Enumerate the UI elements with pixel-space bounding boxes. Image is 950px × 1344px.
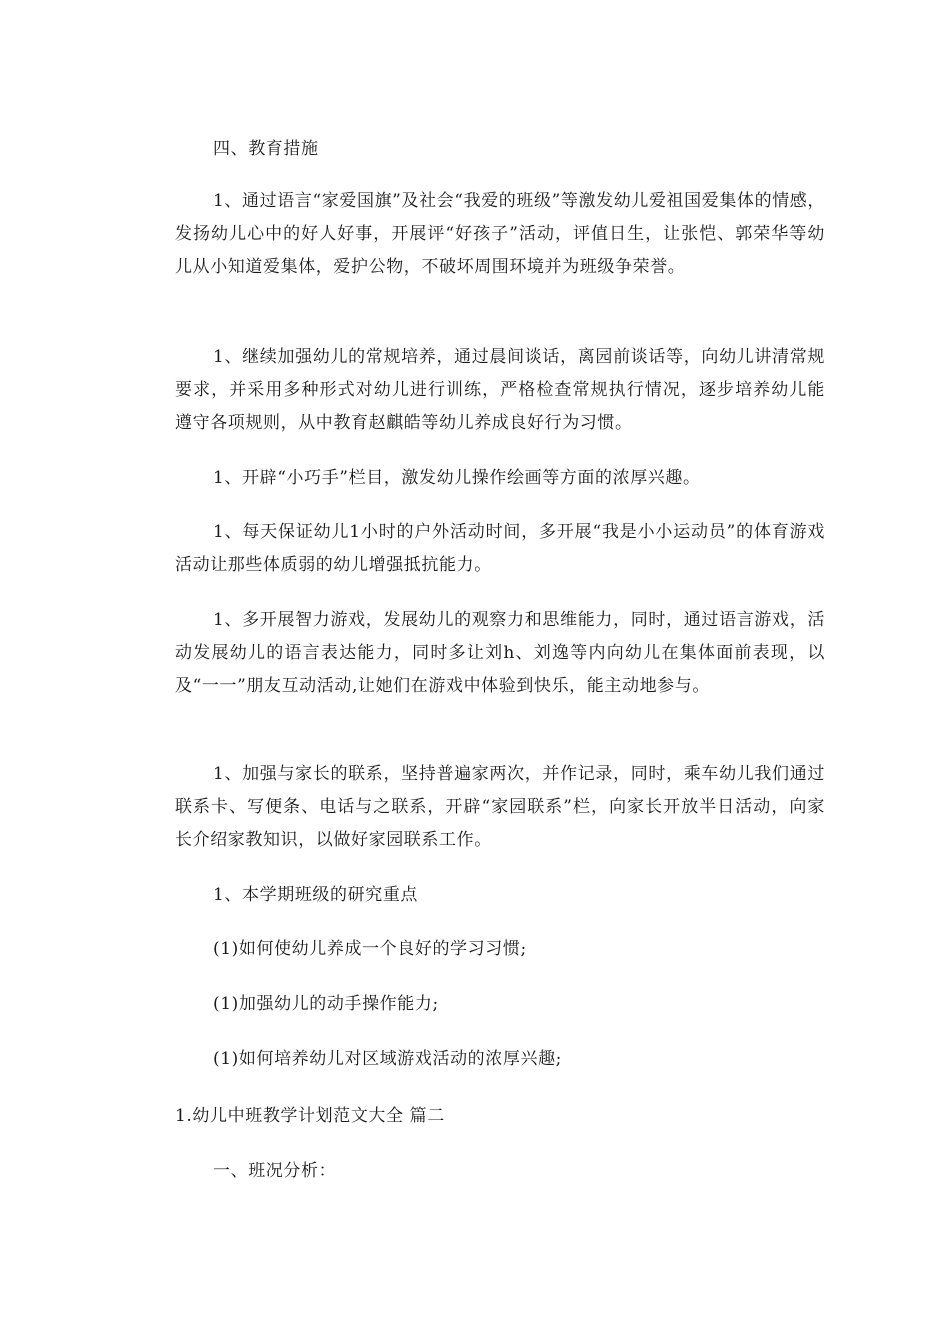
paragraph-research-focus: 1、本学期班级的研究重点 xyxy=(213,885,419,905)
heading-class-analysis: 一、班况分析： xyxy=(213,1161,337,1181)
paragraph-outdoor-activity: 1、每天保证幼儿1小时的户外活动时间，多开展“我是小小运动员”的体育游戏活动让那些体质弱的幼儿增强抵抗能力。 xyxy=(175,522,825,575)
list-item-area-games: (1)如何培养幼儿对区域游戏活动的浓厚兴趣; xyxy=(213,1049,563,1069)
heading-education-measures: 四、教育措施 xyxy=(213,139,319,159)
paragraph-intellectual-games: 1、多开展智力游戏，发展幼儿的观察力和思维能力，同时，通过语言游戏，活动发展幼儿的语言表达能力，同时多让刘h、刘逸等内向幼儿在集体面前表现，以及“一一”朋友互动活动,让她们在游戏中体验到快乐，能主动地参与。 xyxy=(175,610,825,696)
paragraph-little-hands-column: 1、开辟“小巧手”栏目，激发幼儿操作绘画等方面的浓厚兴趣。 xyxy=(213,468,701,488)
section-title-part-two: 1.幼儿中班教学计划范文大全 篇二 xyxy=(175,1106,445,1126)
paragraph-patriotism: 1、通过语言“家爱国旗”及社会“我爱的班级”等激发幼儿爱祖国爱集体的情感，发扬幼儿心中的好人好事，开展评“好孩子”活动，评值日生，让张恺、郭荣华等幼儿从小知道爱集体，爱护公物，不破坏周围环境并为班级争荣誉。 xyxy=(175,191,825,277)
list-item-learning-habits: (1)如何使幼儿养成一个良好的学习习惯; xyxy=(213,939,527,959)
list-item-hands-on-ability: (1)加强幼儿的动手操作能力; xyxy=(213,994,439,1014)
paragraph-parent-contact: 1、加强与家长的联系，坚持普遍家两次，并作记录，同时，乘车幼儿我们通过联系卡、写便条、电话与之联系，开辟“家园联系”栏，向家长开放半日活动，向家长介绍家教知识，以做好家园联系工作。 xyxy=(175,764,825,850)
paragraph-routine-training: 1、继续加强幼儿的常规培养，通过晨间谈话，离园前谈话等，向幼儿讲清常规要求，并采用多种形式对幼儿进行训练，严格检查常规执行情况，逐步培养幼儿能遵守各项规则，从中教育赵麒皓等幼儿养成良好行为习惯。 xyxy=(175,347,825,433)
